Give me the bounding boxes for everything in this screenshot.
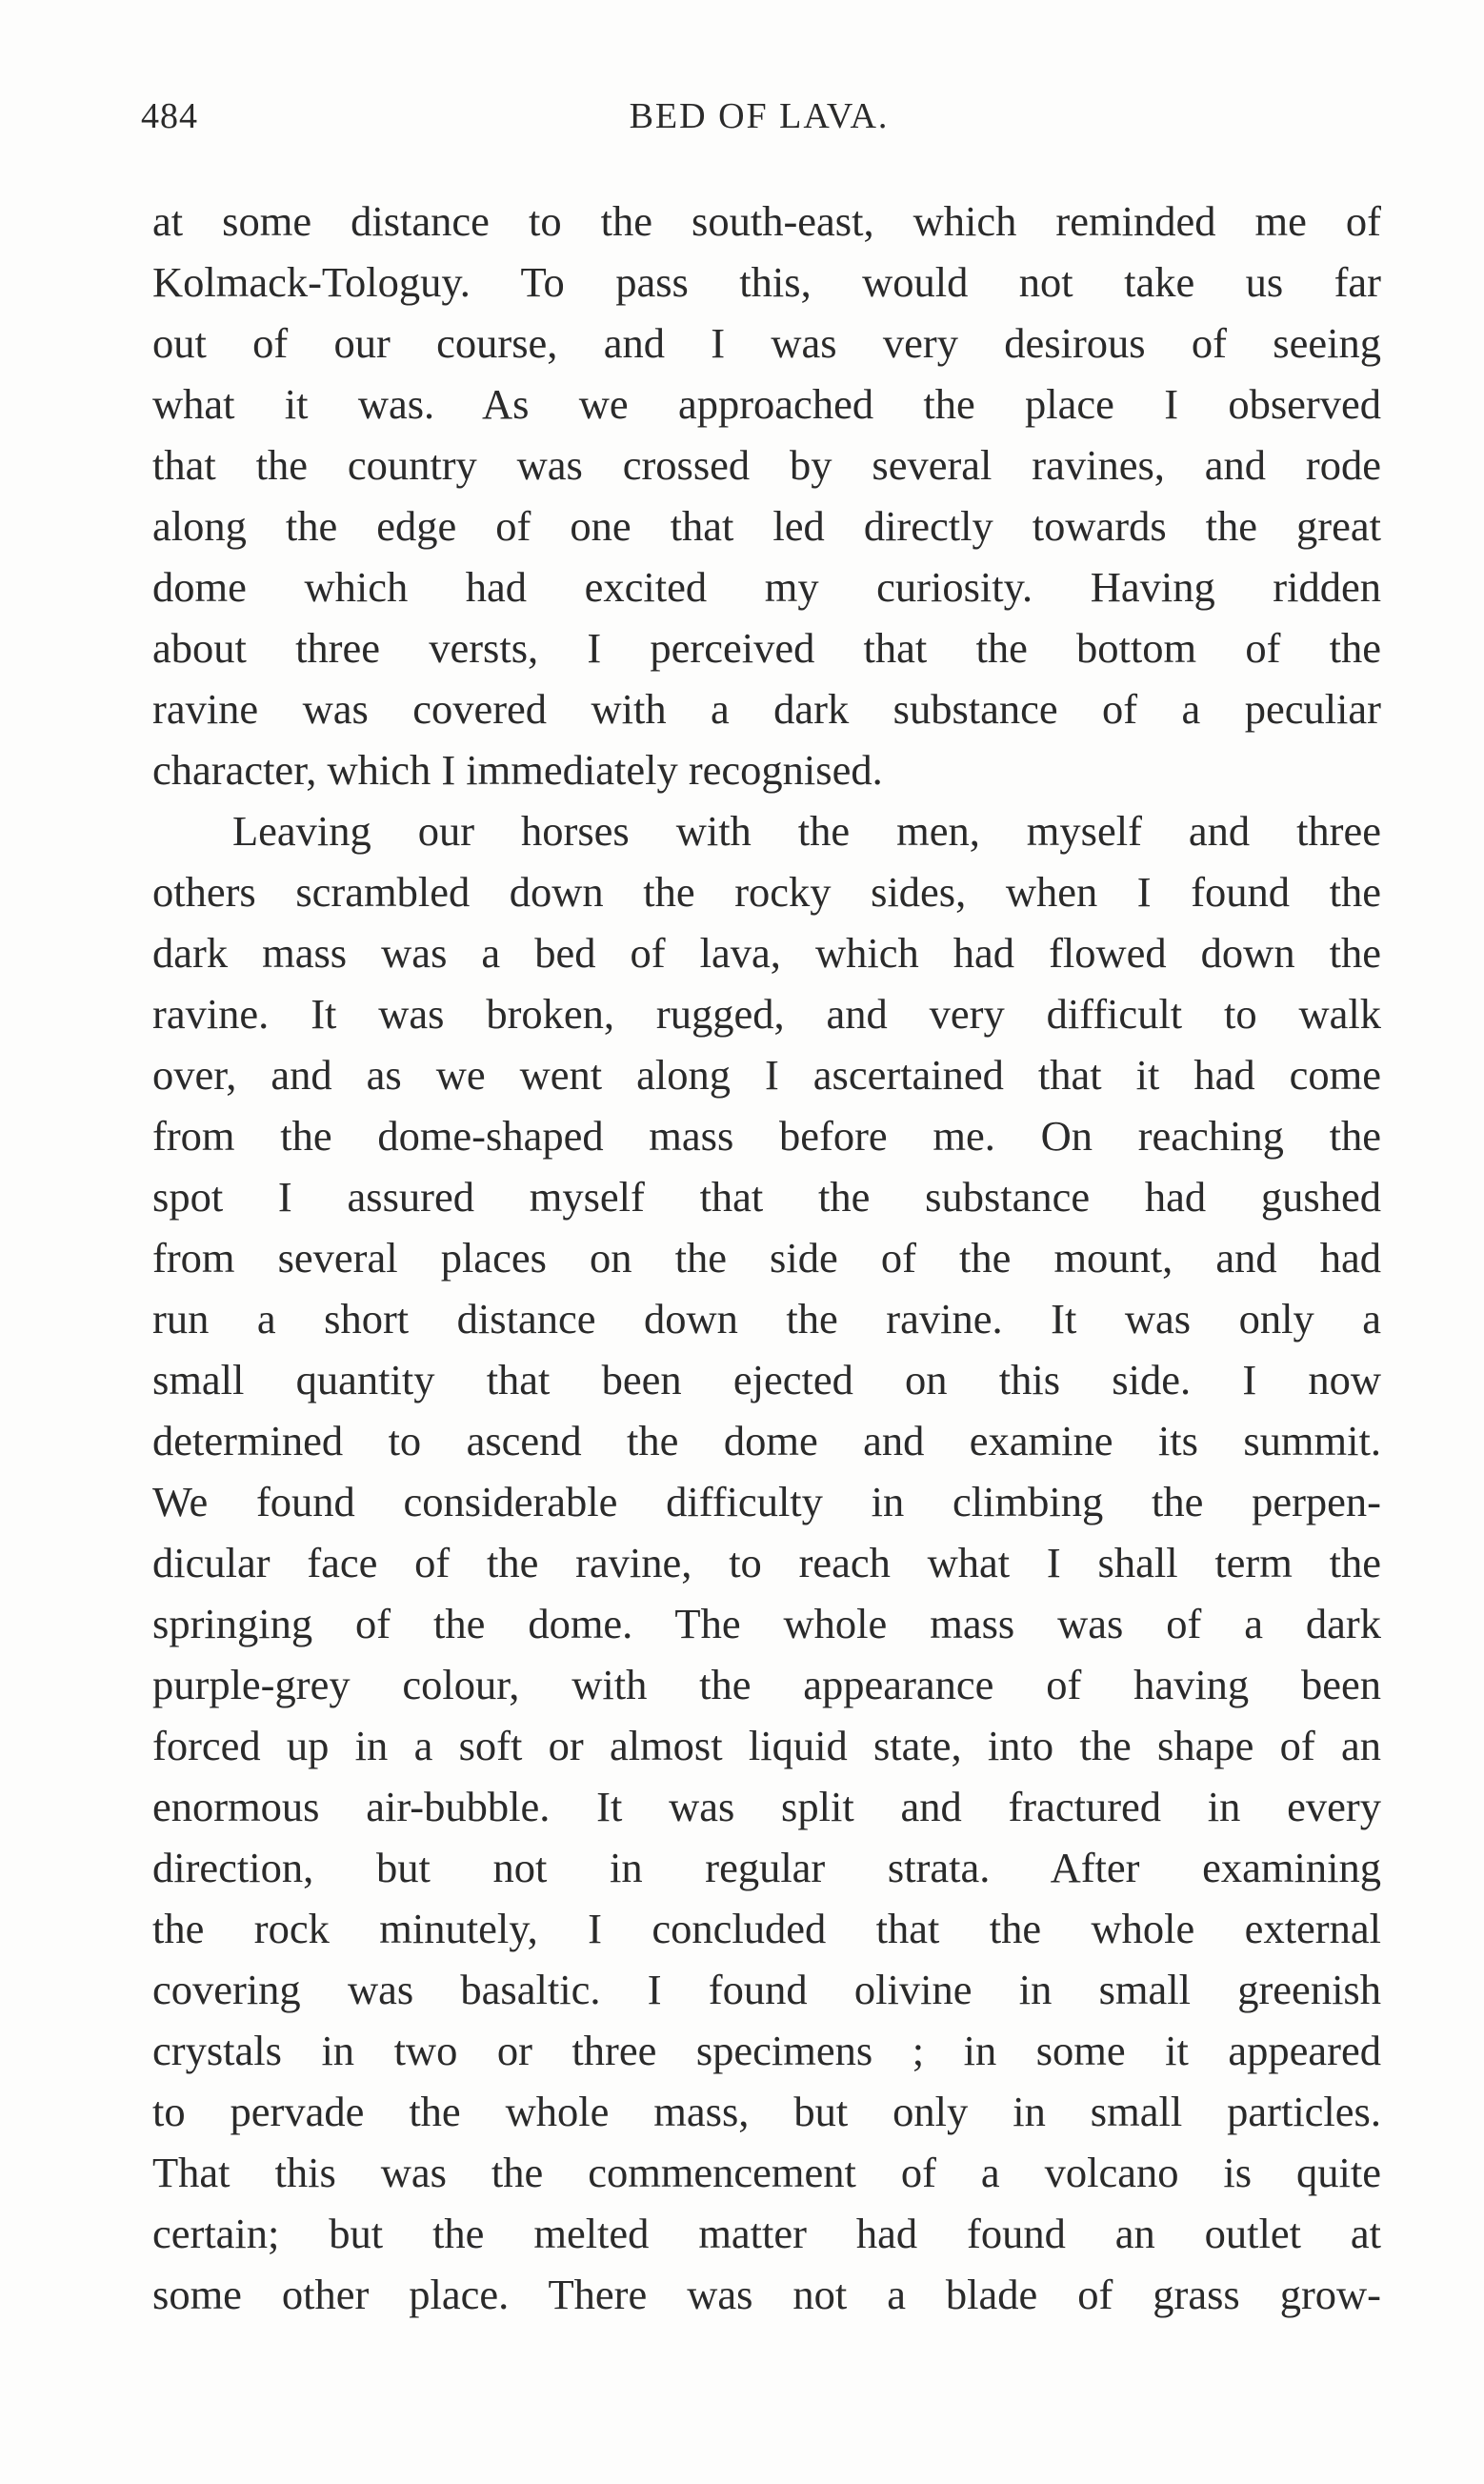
- text-line: at some distance to the south-east, which reminded me of: [152, 197, 1381, 245]
- page-number: 484: [141, 96, 198, 136]
- text-line: the rock minutely, I concluded that the whole external: [152, 1905, 1381, 1952]
- text-line: Leaving our horses with the men, myself and three: [232, 807, 1381, 855]
- text-line: direction, but not in regular strata. After examining: [152, 1844, 1381, 1891]
- text-line: crystals in two or three specimens ; in some it appeared: [152, 2027, 1381, 2074]
- text-line: ravine was covered with a dark substance of a peculiar: [152, 685, 1381, 733]
- text-line: Kolmack-Tologuy. To pass this, would not take us far: [152, 258, 1381, 306]
- text-line: about three versts, I perceived that the bottom of the: [152, 624, 1381, 672]
- text-line: certain; but the melted matter had found an outlet at: [152, 2210, 1381, 2257]
- text-line: springing of the dome. The whole mass was of a dark: [152, 1600, 1381, 1647]
- text-line: along the edge of one that led directly towards the great: [152, 502, 1381, 550]
- text-line: from several places on the side of the mount, and had: [152, 1234, 1381, 1282]
- text-line: We found considerable difficulty in climbing the perpen-: [152, 1478, 1381, 1525]
- text-line: run a short distance down the ravine. It was only a: [152, 1295, 1381, 1343]
- text-line: purple-grey colour, with the appearance of having been: [152, 1661, 1381, 1708]
- text-line: small quantity that been ejected on this side. I now: [152, 1356, 1381, 1404]
- running-head: BED OF LAVA.: [629, 96, 890, 136]
- text-line: That this was the commencement of a volcano is quite: [152, 2149, 1381, 2196]
- text-line: covering was basaltic. I found olivine in small greenish: [152, 1966, 1381, 2013]
- text-line: dark mass was a bed of lava, which had flowed down the: [152, 929, 1381, 977]
- text-line: what it was. As we approached the place I observed: [152, 380, 1381, 428]
- text-line: character, which I immediately recognised.: [152, 746, 883, 794]
- body-text: [152, 191, 1381, 2325]
- page-header: [141, 95, 1377, 152]
- text-line: dicular face of the ravine, to reach what I shall term the: [152, 1539, 1381, 1586]
- text-line: some other place. There was not a blade of grass grow-: [152, 2271, 1381, 2318]
- text-line: forced up in a soft or almost liquid state, into the shape of an: [152, 1722, 1381, 1769]
- text-line: to pervade the whole mass, but only in small particles.: [152, 2088, 1381, 2135]
- text-line: spot I assured myself that the substance had gushed: [152, 1173, 1381, 1221]
- text-line: enormous air-bubble. It was split and fractured in every: [152, 1783, 1381, 1830]
- text-line: from the dome-shaped mass before me. On reaching the: [152, 1112, 1381, 1160]
- text-line: determined to ascend the dome and examine its summit.: [152, 1417, 1381, 1464]
- text-line: out of our course, and I was very desirous of seeing: [152, 319, 1381, 367]
- text-line: that the country was crossed by several ravines, and rode: [152, 441, 1381, 489]
- text-line: ravine. It was broken, rugged, and very difficult to walk: [152, 990, 1381, 1038]
- text-line: others scrambled down the rocky sides, when I found the: [152, 868, 1381, 916]
- text-line: over, and as we went along I ascertained that it had come: [152, 1051, 1381, 1099]
- text-line: dome which had excited my curiosity. Having ridden: [152, 563, 1381, 611]
